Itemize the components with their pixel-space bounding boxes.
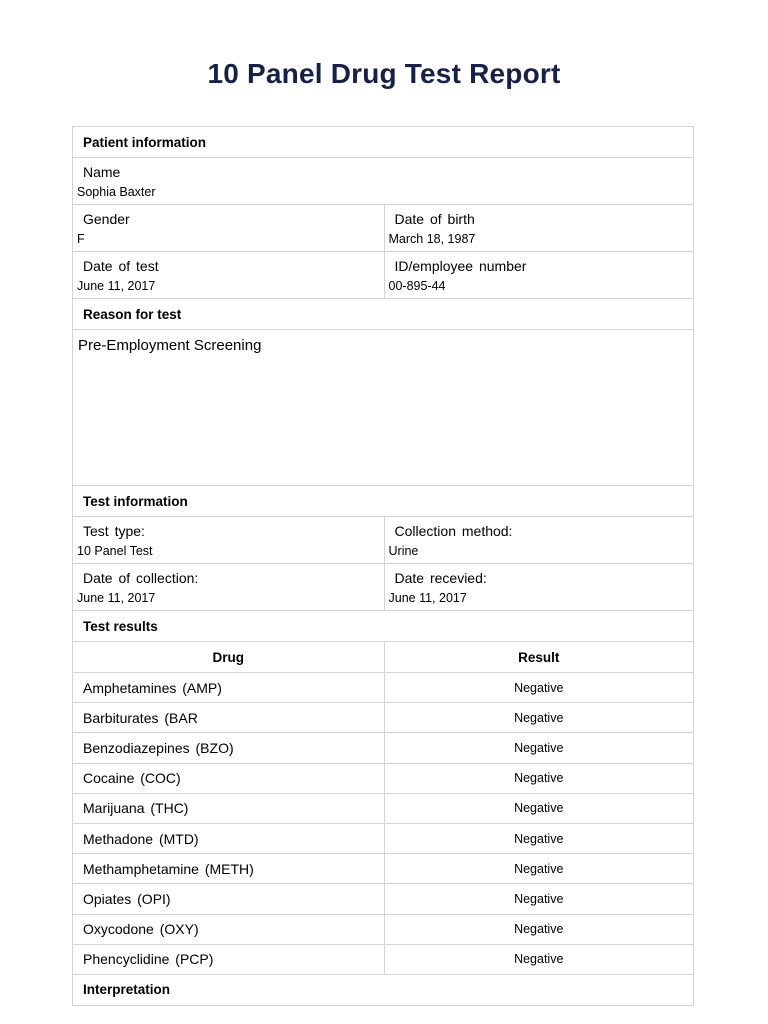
results-section-header bbox=[73, 610, 693, 641]
field-value: March 18, 1987 bbox=[388, 232, 476, 246]
reason-value: Pre-Employment Screening bbox=[78, 337, 262, 354]
drug-result: Negative bbox=[384, 884, 694, 913]
section-heading: Patient information bbox=[83, 134, 207, 150]
table-row bbox=[73, 793, 693, 823]
field-value: Sophia Baxter bbox=[77, 185, 156, 199]
drug-name: Methamphetamine (METH) bbox=[83, 860, 254, 877]
results-table-body bbox=[73, 672, 693, 974]
field-value: June 11, 2017 bbox=[77, 591, 156, 605]
drug-name: Phencyclidine (PCP) bbox=[83, 951, 214, 968]
table-row bbox=[73, 763, 693, 793]
test-date-field bbox=[73, 252, 384, 298]
employee-id-field bbox=[384, 252, 694, 298]
drug-name: Cocaine (COC) bbox=[83, 770, 181, 787]
section-heading: Reason for test bbox=[83, 306, 182, 322]
drug-result: Negative bbox=[384, 854, 694, 883]
table-row bbox=[73, 944, 693, 974]
section-heading: Test information bbox=[83, 493, 188, 509]
field-label: Name bbox=[83, 164, 121, 180]
test-date-id-row bbox=[73, 251, 693, 298]
table-row bbox=[73, 853, 693, 883]
collection-date-field bbox=[73, 564, 384, 610]
collection-dates-row bbox=[73, 563, 693, 610]
table-row bbox=[73, 823, 693, 853]
field-value: F bbox=[77, 232, 85, 246]
report-table bbox=[72, 126, 694, 1006]
reason-field bbox=[73, 330, 693, 485]
results-table-header bbox=[73, 641, 693, 672]
drug-result: Negative bbox=[384, 733, 694, 762]
column-header-drug: Drug bbox=[212, 649, 244, 665]
field-value: Urine bbox=[388, 544, 419, 558]
test-type-field bbox=[73, 517, 384, 563]
field-label: Date of collection: bbox=[83, 570, 199, 586]
drug-name: Barbiturates (BAR bbox=[83, 709, 198, 726]
drug-name: Opiates (OPI) bbox=[83, 890, 171, 907]
field-value: 10 Panel Test bbox=[77, 544, 153, 558]
drug-result: Negative bbox=[384, 673, 694, 702]
gender-dob-row bbox=[73, 204, 693, 251]
test-type-method-row bbox=[73, 516, 693, 563]
table-row bbox=[73, 914, 693, 944]
dob-field bbox=[384, 205, 694, 251]
received-date-field bbox=[384, 564, 694, 610]
table-row bbox=[73, 732, 693, 762]
field-label: Date of test bbox=[83, 258, 159, 274]
field-label: ID/employee number bbox=[394, 258, 527, 274]
column-header-result: Result bbox=[384, 642, 694, 672]
field-label: Gender bbox=[83, 211, 130, 227]
gender-field bbox=[73, 205, 384, 251]
drug-name: Methadone (MTD) bbox=[83, 830, 199, 847]
name-row bbox=[73, 157, 693, 204]
section-heading: Test results bbox=[83, 618, 158, 634]
table-row bbox=[73, 883, 693, 913]
field-label: Test type: bbox=[83, 523, 145, 539]
drug-name: Oxycodone (OXY) bbox=[83, 921, 199, 938]
drug-name: Benzodiazepines (BZO) bbox=[83, 739, 234, 756]
section-heading: Interpretation bbox=[83, 982, 171, 998]
field-value: 00-895-44 bbox=[388, 279, 446, 293]
field-label: Date recevied: bbox=[394, 570, 487, 586]
reason-row bbox=[73, 329, 693, 485]
field-label: Collection method: bbox=[394, 523, 513, 539]
test-info-section-header bbox=[73, 485, 693, 516]
table-row bbox=[73, 702, 693, 732]
drug-name: Marijuana (THC) bbox=[83, 800, 189, 817]
drug-result: Negative bbox=[384, 794, 694, 823]
field-value: June 11, 2017 bbox=[388, 591, 467, 605]
patient-section-header bbox=[73, 127, 693, 157]
field-value: June 11, 2017 bbox=[77, 279, 156, 293]
drug-result: Negative bbox=[384, 703, 694, 732]
drug-result: Negative bbox=[384, 764, 694, 793]
name-field bbox=[73, 158, 693, 204]
interpretation-section-header bbox=[73, 974, 693, 1005]
drug-result: Negative bbox=[384, 824, 694, 853]
drug-result: Negative bbox=[384, 915, 694, 944]
drug-result: Negative bbox=[384, 945, 694, 974]
collection-method-field bbox=[384, 517, 694, 563]
report-title: 10 Panel Drug Test Report bbox=[207, 58, 561, 89]
field-label: Date of birth bbox=[394, 211, 475, 227]
drug-name: Amphetamines (AMP) bbox=[83, 679, 222, 696]
table-row bbox=[73, 672, 693, 702]
reason-section-header bbox=[73, 298, 693, 329]
